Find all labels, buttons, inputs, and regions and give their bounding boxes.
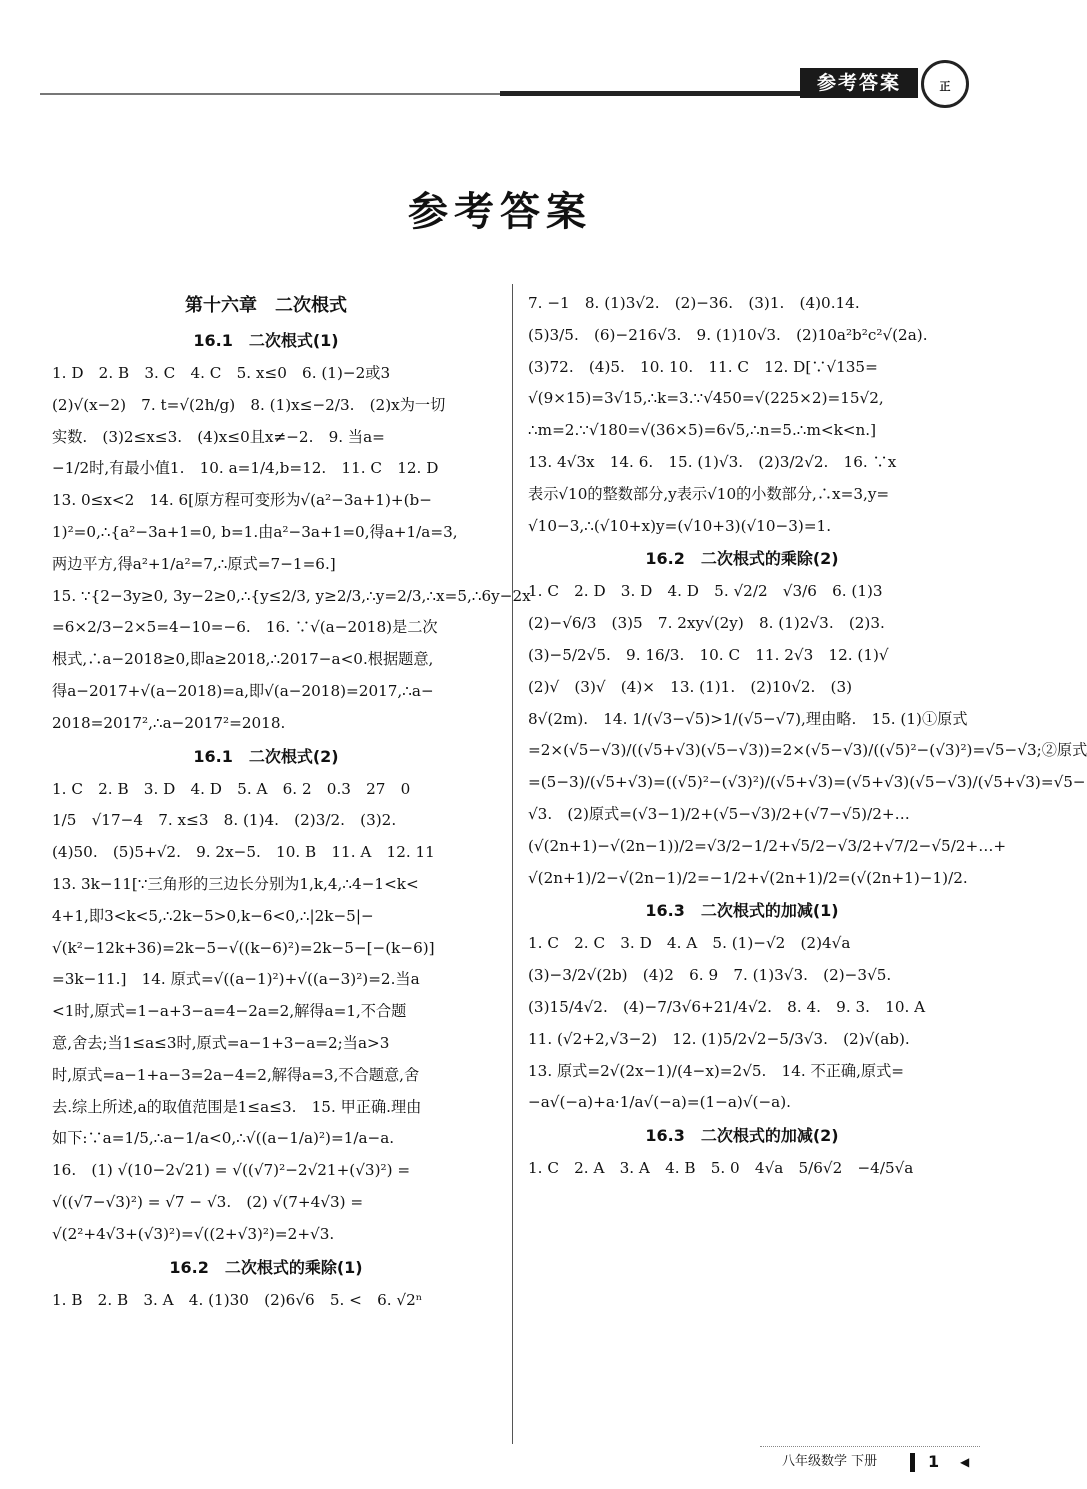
answer-line: (3)−3/2√(2b) (4)2 6. 9 7. (1)3√3. (2)−3√5. bbox=[528, 966, 892, 985]
answer-line: (5)3/5. (6)−216√3. 9. (1)10√3. (2)10a²b²c²√(2a). bbox=[528, 325, 928, 344]
answer-line: √(2n+1)/2−√(2n−1)/2=−1/2+√(2n+1)/2=(√(2n+1)−1)/2. bbox=[528, 868, 968, 887]
answer-line: 4+1,即3<k<5,∴2k−5>0,k−6<0,∴|2k−5|− bbox=[52, 906, 374, 925]
section-heading: 16.2 二次根式的乘除(2) bbox=[645, 549, 839, 569]
answer-line: 1. D 2. B 3. C 4. C 5. x≤0 6. (1)−2或3 bbox=[52, 364, 391, 382]
answer-line: 如下:∵a=1/5,∴a−1/a<0,∴√((a−1/a)²)=1/a−a. bbox=[52, 1129, 395, 1148]
answer-line: ∴m=2.∵√180=√(36×5)=6√5,∴n=5.∴m<k<n.] bbox=[528, 421, 877, 440]
answer-line: 1/5 √17−4 7. x≤3 8. (1)4. (2)3/2. (3)2. bbox=[52, 811, 397, 830]
answer-line: 时,原式=a−1+a−3=2a−4=2,解得a=3,不合题意,舍 bbox=[52, 1065, 420, 1084]
footer bbox=[760, 1446, 980, 1477]
answer-line: (3)72. (4)5. 10. 10. 11. C 12. D[∵√135= bbox=[528, 357, 878, 376]
header-line-thick bbox=[500, 91, 800, 96]
answer-line: −a√(−a)+a·1/a√(−a)=(1−a)√(−a). bbox=[528, 1093, 791, 1112]
answer-line: (3)15/4√2. (4)−7/3√6+21/4√2. 8. 4. 9. 3. 10. A bbox=[528, 997, 926, 1016]
answer-line: 15. ∵{2−3y≥0, 3y−2≥0,∴{y≤2/3, y≥2/3,∴y=2/3,∴x=5,∴6y−2x bbox=[52, 586, 531, 605]
answer-line: 11. (√2+2,√3−2) 12. (1)5/2√2−5/3√3. (2)√(ab). bbox=[528, 1029, 910, 1048]
answer-line: 13. 4√3x 14. 6. 15. (1)√3. (2)3/2√2. 16. ∵x bbox=[528, 452, 897, 471]
answer-line: 两边平方,得a²+1/a²=7,∴原式=7−1=6.] bbox=[52, 554, 336, 573]
answer-line: =6×2/3−2×5=4−10=−6. 16. ∵√(a−2018)是二次 bbox=[52, 618, 438, 637]
answer-line: 1. B 2. B 3. A 4. (1)30 (2)6√6 5. < 6. √2ⁿ bbox=[52, 1290, 423, 1309]
answer-line: 1. C 2. D 3. D 4. D 5. √2/2 √3/6 6. (1)3 bbox=[528, 582, 883, 601]
answer-line: √(k²−12k+36)=2k−5−√((k−6)²)=2k−5−[−(k−6)] bbox=[52, 938, 435, 957]
answer-line: √(2²+4√3+(√3)²)=√((2+√3)²)=2+√3. bbox=[52, 1224, 335, 1243]
answer-line: −1/2时,有最小值1. 10. a=1/4,b=12. 11. C 12. D bbox=[52, 459, 439, 478]
footer-bar bbox=[910, 1453, 915, 1472]
answer-line: =3k−11.] 14. 原式=√((a−1)²)+√((a−3)²)=2.当a bbox=[52, 970, 420, 989]
answer-line: (2)√(x−2) 7. t=√(2h/g) 8. (1)x≤−2/3. (2)x为一切 bbox=[52, 395, 446, 414]
answer-line: 表示√10的整数部分,y表示√10的小数部分,∴x=3,y= bbox=[528, 484, 890, 503]
answer-line: =2×(√5−√3)/((√5+√3)(√5−√3))=2×(√5−√3)/((√5)²−(√3)²)=√5−√3;②原式 bbox=[528, 741, 1087, 760]
answer-line: 8√(2m). 14. 1/(√3−√5)>1/(√5−√7),理由略. 15. (1)①原式 bbox=[528, 709, 968, 728]
answer-line: √10−3,∴(√10+x)y=(√10+3)(√10−3)=1. bbox=[528, 516, 832, 535]
answer-line: (2)√ (3)√ (4)× 13. (1)1. (2)10√2. (3) bbox=[528, 677, 853, 696]
left-column bbox=[52, 288, 531, 1316]
header-label: 参考答案 bbox=[800, 68, 918, 98]
answer-line: =(5−3)/(√5+√3)=((√5)²−(√3)²)/(√5+√3)=(√5+√3)(√5−√3)/(√5+√3)=√5− bbox=[528, 773, 1086, 792]
section-heading: 16.2 二次根式的乘除(1) bbox=[169, 1257, 363, 1277]
page-number: 1 bbox=[928, 1452, 940, 1471]
answer-line: 16. (1) √(10−2√21) = √((√7)²−2√21+(√3)²) = bbox=[52, 1161, 411, 1180]
answer-line: 13. 0≤x<2 14. 6[原方程可变形为√(a²−3a+1)+(b− bbox=[52, 491, 432, 510]
answer-line: 得a−2017+√(a−2018)=a,即√(a−2018)=2017,∴a− bbox=[52, 681, 434, 700]
answer-line: 7. −1 8. (1)3√2. (2)−36. (3)1. (4)0.14. bbox=[528, 294, 860, 312]
answer-line: 1. C 2. C 3. D 4. A 5. (1)−√2 (2)4√a bbox=[528, 934, 851, 953]
answer-line: 去.综上所述,a的取值范围是1≤a≤3. 15. 甲正确.理由 bbox=[52, 1097, 422, 1116]
section-heading: 16.1 二次根式(1) bbox=[193, 331, 339, 350]
answer-line: <1时,原式=1−a+3−a=4−2a=2,解得a=1,不合题 bbox=[52, 1002, 407, 1021]
column-divider bbox=[512, 284, 513, 1444]
answer-line: 意,舍去;当1≤a≤3时,原式=a−1+3−a=2;当a>3 bbox=[52, 1033, 390, 1052]
answer-line: √3. (2)原式=(√3−1)/2+(√5−√3)/2+(√7−√5)/2+… bbox=[528, 804, 910, 823]
answer-line: 1)²=0,∴{a²−3a+1=0, b=1.由a²−3a+1=0,得a+1/a=3, bbox=[52, 522, 458, 541]
answer-line: (2)−√6/3 (3)5 7. 2xy√(2y) 8. (1)2√3. (2)3. bbox=[528, 614, 885, 633]
answer-line: √(9×15)=3√15,∴k=3.∵√450=√(225×2)=15√2, bbox=[528, 389, 884, 408]
answer-line: (4)50. (5)5+√2. 9. 2x−5. 10. B 11. A 12. 11 bbox=[52, 843, 435, 862]
section-heading: 第十六章 二次根式 bbox=[185, 295, 347, 316]
section-heading: 16.3 二次根式的加减(2) bbox=[645, 1126, 839, 1146]
answer-line: 13. 原式=2√(2x−1)/(4−x)=2√5. 14. 不正确,原式= bbox=[528, 1061, 905, 1080]
answer-line: (3)−5/2√5. 9. 16/3. 10. C 11. 2√3 12. (1)√ bbox=[528, 645, 889, 664]
footer-text: 八年级数学 下册 bbox=[782, 1454, 878, 1469]
page-arrow-icon: ◀ bbox=[960, 1455, 970, 1469]
answer-line: 13. 3k−11[∵三角形的三边长分别为1,k,4,∴4−1<k< bbox=[52, 874, 419, 893]
answer-line: 1. C 2. A 3. A 4. B 5. 0 4√a 5/6√2 −4/5√a bbox=[528, 1159, 914, 1178]
answer-line: 实数. (3)2≤x≤3. (4)x≤0且x≠−2. 9. 当a= bbox=[52, 427, 385, 446]
answer-line: 1. C 2. B 3. D 4. D 5. A 6. 2 0.3 27 0 bbox=[52, 779, 411, 798]
section-heading: 16.3 二次根式的加减(1) bbox=[645, 901, 839, 921]
answer-line: 根式,∴a−2018≥0,即a≥2018,∴2017−a<0.根据题意, bbox=[52, 650, 434, 669]
right-column bbox=[528, 288, 1087, 1185]
header-badge-icon: 正 bbox=[921, 60, 969, 108]
answer-line: (√(2n+1)−√(2n−1))/2=√3/2−1/2+√5/2−√3/2+√7/2−√5/2+…+ bbox=[528, 836, 1007, 855]
section-heading: 16.1 二次根式(2) bbox=[193, 746, 339, 766]
answer-line: 2018=2017²,∴a−2017²=2018. bbox=[52, 713, 286, 732]
page-title: 参考答案 bbox=[408, 189, 592, 235]
answer-line: √((√7−√3)²) = √7 − √3. (2) √(7+4√3) = bbox=[52, 1192, 364, 1211]
